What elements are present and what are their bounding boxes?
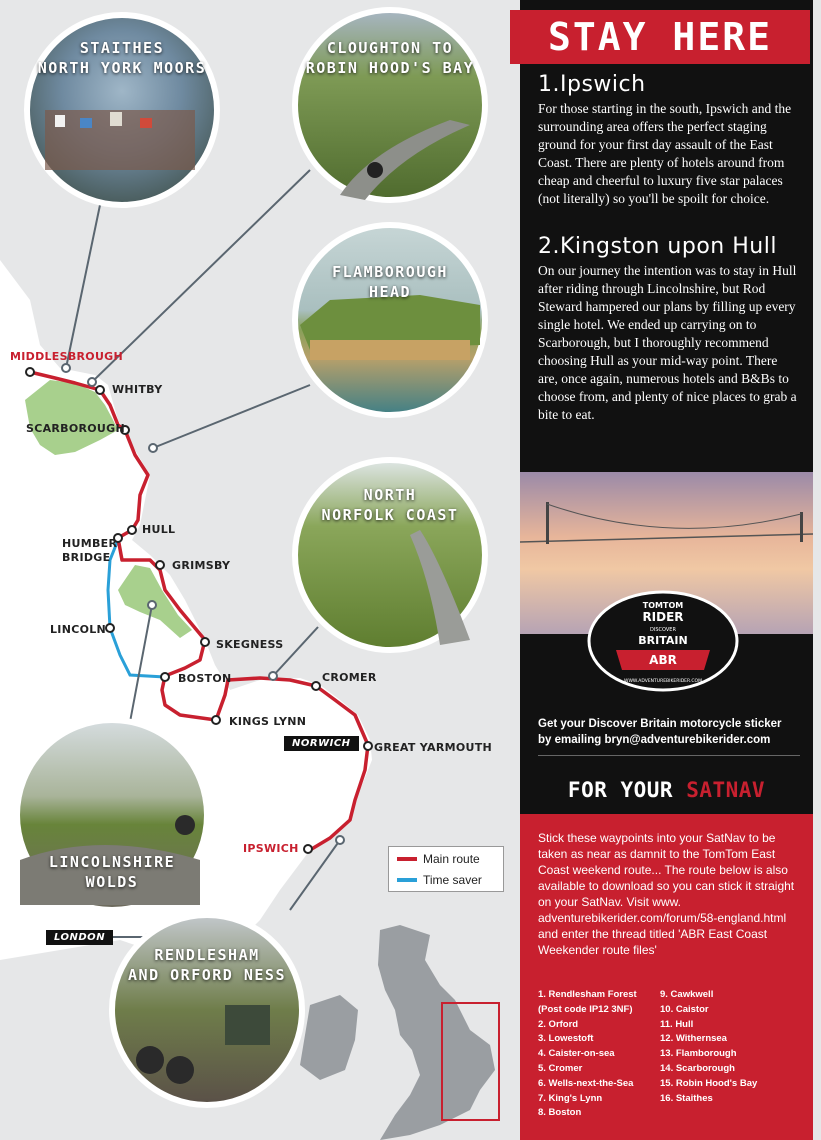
label-ipswich: IPSWICH xyxy=(243,842,299,855)
waypoints-col1 xyxy=(538,988,658,1121)
waypoint-item: 16. Staithes xyxy=(660,1092,713,1104)
stay-item1-heading: 1.Ipswich xyxy=(538,72,646,97)
photo-title-line: FLAMBOROUGH xyxy=(332,263,448,281)
waypoint-item: 6. Wells-next-the-Sea xyxy=(538,1077,634,1089)
photo-title-line: CLOUGHTON TO xyxy=(326,39,454,57)
label-cromer: CROMER xyxy=(322,671,377,684)
legend-main-label: Main route xyxy=(423,852,480,866)
label-grimsby: GRIMSBY xyxy=(172,559,231,572)
satnav-heading-plain: FOR YOUR xyxy=(567,778,687,802)
photo-title-line: HEAD xyxy=(368,283,412,301)
satnav-heading-accent: SATNAV xyxy=(686,778,766,802)
label-skegness: SKEGNESS xyxy=(216,638,284,651)
satnav-heading xyxy=(520,778,813,802)
sticker-cta xyxy=(538,716,808,748)
photo-title-line: ROBIN HOOD'S BAY xyxy=(305,59,475,77)
waypoints-col2 xyxy=(660,988,800,1106)
photo-title-line: RENDLESHAM xyxy=(154,946,260,964)
divider xyxy=(538,755,800,756)
waypoint-item: 11. Hull xyxy=(660,1018,694,1030)
waypoint-item: 12. Withernsea xyxy=(660,1033,727,1045)
label-great-yarmouth: GREAT YARMOUTH xyxy=(374,741,493,754)
stay-item2-heading: 2.Kingston upon Hull xyxy=(538,234,777,259)
photo-title-wolds xyxy=(17,852,207,892)
sticker-discover: DISCOVER xyxy=(650,627,676,633)
photo-flamborough xyxy=(295,225,485,415)
uk-inset-map xyxy=(300,925,499,1140)
photo-title-rendlesham xyxy=(112,945,302,985)
discover-britain-sticker xyxy=(586,590,740,692)
sticker-rider: RIDER xyxy=(642,610,684,624)
photo-title-line: NORTH xyxy=(363,486,417,504)
photo-title-norfolk xyxy=(292,485,488,525)
sidebar xyxy=(520,0,813,1140)
photo-title-line: AND ORFORD NESS xyxy=(128,966,286,984)
label-humber: HUMBER xyxy=(62,537,118,550)
sticker-cta-line1: Get your Discover Britain motorcycle sticker xyxy=(538,718,782,730)
map-legend xyxy=(388,846,504,892)
legend-saver-label: Time saver xyxy=(423,873,482,887)
stay-item2-body: On our journey the intention was to stay in Hull after riding through Lincolnshire, but Rod Steward hampered our plans by filling up every single hotel. We ended up carrying on to Scarborough, but I thoroughly recommend choosing Hull as your mid-way point. There are, once again, numerous hotels and B&Bs to choose from, and plenty of nice places to grab a bite to eat. xyxy=(538,263,797,422)
waypoint-item: 7. King's Lynn xyxy=(538,1092,603,1104)
photo-title-flamborough xyxy=(292,262,488,302)
waypoint-item: 14. Scarborough xyxy=(660,1062,735,1074)
stay-item1-body: For those starting in the south, Ipswich and the surrounding area offers the perfect staging ground for your first day assault of the East Coast. There are plenty of hotels around from cheap and cheerful to luxury five star palaces (not literally) so you'll be spoilt for choice. xyxy=(538,101,792,206)
photo-title-cloughton xyxy=(292,38,488,78)
waypoint-item: 5. Cromer xyxy=(538,1062,583,1074)
stay-here-panel xyxy=(520,0,813,472)
waypoint-item: 9. Cawkwell xyxy=(660,989,714,1000)
label-norwich: NORWICH xyxy=(284,736,359,751)
waypoint-item: 8. Boston xyxy=(538,1107,582,1119)
waypoint-item: 2. Orford xyxy=(538,1018,579,1030)
sticker-url: WWW.ADVENTUREBIKERIDER.COM xyxy=(624,679,702,684)
photo-title-line: LINCOLNSHIRE xyxy=(48,853,176,871)
photo-title-line: NORTH YORK MOORS xyxy=(37,59,207,77)
sticker-britain: BRITAIN xyxy=(638,634,688,647)
waypoint-item: 15. Robin Hood's Bay xyxy=(660,1077,758,1089)
photo-title-line: STAITHES xyxy=(79,39,165,57)
main-route-swatch xyxy=(397,857,417,861)
photo-rendlesham xyxy=(112,915,302,1105)
waypoint-item: (Post code IP12 3NF) xyxy=(538,1003,633,1015)
photo-title-staithes xyxy=(27,38,217,78)
label-lincoln: LINCOLN xyxy=(50,623,107,636)
label-kings-lynn: KINGS LYNN xyxy=(229,715,307,728)
legend-time-saver xyxy=(397,871,503,889)
stay-here-title: STAY HERE xyxy=(510,10,810,64)
waypoint-item: 4. Caister-on-sea xyxy=(538,1048,615,1060)
label-boston: BOSTON xyxy=(178,672,232,685)
sticker-abr: ABR xyxy=(649,653,677,667)
sticker-brand: TOMTOM xyxy=(642,601,684,610)
waypoint-item: 3. Lowestoft xyxy=(538,1033,594,1045)
time-saver-swatch xyxy=(397,878,417,882)
label-scarborough: SCARBOROUGH xyxy=(26,422,126,435)
label-london: LONDON xyxy=(46,930,113,945)
photo-title-line: NORFOLK COAST xyxy=(321,506,459,524)
label-bridge: BRIDGE xyxy=(62,551,111,564)
waypoint-item: 10. Caistor xyxy=(660,1003,709,1015)
label-hull: HULL xyxy=(142,523,176,536)
label-whitby: WHITBY xyxy=(112,383,163,396)
label-middlesbrough: MIDDLESBROUGH xyxy=(10,350,124,363)
photo-title-line: WOLDS xyxy=(85,873,139,891)
waypoint-item: 1. Rendlesham Forest xyxy=(538,989,637,1000)
sticker-cta-line2: by emailing bryn@adventurebikerider.com xyxy=(538,734,771,746)
waypoint-item: 13. Flamborough xyxy=(660,1048,737,1060)
legend-main-route xyxy=(397,850,503,868)
satnav-intro: Stick these waypoints into your SatNav to be taken as near as damnit to the TomTom East Coast weekend route... The route below is also available to download so you can stick it straight on your SatNav. Visit www. adventurebikerider.com/forum/58-england.html and enter the thread titled 'ABR East Coast Weekender route files' xyxy=(538,831,795,957)
